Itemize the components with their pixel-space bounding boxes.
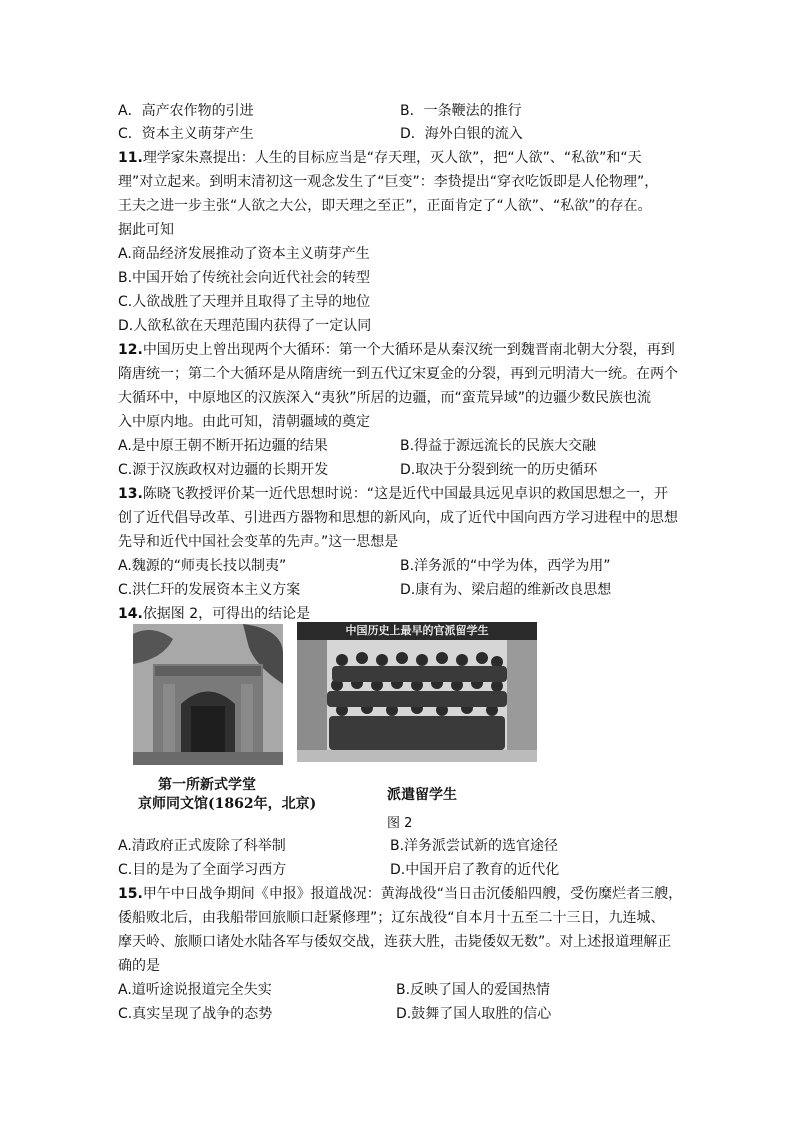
q11-option-b: B.中国开始了传统社会向近代社会的转型 (118, 270, 371, 286)
q15-option-a: A.道听途说报道完全失实 (118, 982, 272, 998)
tongwenguan-caption-line-1: 第一所新式学堂 (158, 777, 256, 793)
q10-option-a: A．高产农作物的引进 (118, 103, 254, 119)
q12-number: 12. (118, 342, 143, 358)
q13-stem-line-1 (118, 484, 668, 504)
q15-stem-line-3: 摩天岭、旅顺口诸处水陆各军与倭奴交战，连获大胜，击毙倭奴无数”。对上述报道理解正 (118, 934, 672, 950)
q13-stem-line-3: 先导和近代中国社会变革的先声。”这一思想是 (118, 534, 399, 550)
figure-label: 图 2 (387, 816, 413, 831)
q12-option-a: A.是中原王朝不断开拓边疆的结果 (118, 438, 328, 454)
q11-stem-line-2: 理”对立起来。到明末清初这一观念发生了“巨变”：李贽提出“穿衣吃饭即是人伦物理”， (118, 174, 659, 190)
q15-number: 15. (118, 886, 143, 902)
q11-option-d: D.人欲私欲在天理范围内获得了一定认同 (118, 318, 372, 334)
q15-stem-line-1 (118, 884, 682, 904)
q11-number: 11. (118, 150, 143, 166)
q15-stem-text: 甲午中日战争期间《申报》报道战况：黄海战役“当日击沉倭船四艘，受伤糜烂者三艘， (142, 886, 683, 902)
q12-stem-text: 中国历史上曾出现两个大循环：第一个大循环是从秦汉统一到魏晋南北朝大分裂，再到 (142, 342, 675, 358)
students-photo (297, 622, 537, 762)
q15-option-d: D.鼓舞了国人取胜的信心 (396, 1006, 552, 1022)
q11-option-c: C.人欲战胜了天理并且取得了主导的地位 (118, 294, 371, 310)
q13-stem-line-2: 创了近代倡导改革、引进西方器物和思想的新风向，成了近代中国向西方学习进程中的思想 (118, 510, 678, 526)
students-caption: 派遣留学生 (387, 787, 457, 803)
q15-option-c: C.真实呈现了战争的态势 (118, 1006, 273, 1022)
q10-option-c: C．资本主义萌芽产生 (118, 126, 254, 142)
q15-option-b: B.反映了国人的爱国热情 (396, 982, 551, 998)
q14-option-c: C.目的是为了全面学习西方 (118, 862, 287, 878)
tongwenguan-illustration (133, 624, 283, 765)
q12-stem-line-2: 隋唐统一；第二个大循环是从隋唐统一到五代辽宋夏金的分裂，再到元明清大一统。在两个 (118, 366, 678, 382)
q15-stem-line-2: 倭船败北后，由我船带回旅顺口赶紧修理”；辽东战役“自本月十五至二十三日，九连城、 (118, 910, 665, 926)
q13-option-c: C.洪仁玕的发展资本主义方案 (118, 582, 301, 598)
q11-stem-line-3: 王夫之进一步主张“人欲之大公，即天理之至正”，正面肯定了“人欲”、“私欲”的存在。 (118, 198, 652, 214)
q12-stem-line-3: 大循环中，中原地区的汉族深入“夷狄”所居的边疆，而“蛮荒异域”的边疆少数民族也流 (118, 390, 652, 406)
q14-option-a: A.清政府正式废除了科举制 (118, 838, 286, 854)
q11-stem-line-1 (118, 148, 642, 168)
tongwenguan-caption-line-2: 京师同文馆(1862年，北京) (138, 796, 317, 812)
q13-option-d: D.康有为、梁启超的维新改良思想 (400, 582, 612, 598)
tongwenguan-photo (133, 624, 283, 765)
q13-option-b: B.洋务派的“中学为体，西学为用” (400, 558, 611, 574)
q12-option-b: B.得益于源远流长的民族大交融 (400, 438, 597, 454)
q10-option-b: B．一条鞭法的推行 (400, 103, 522, 119)
q13-number: 13. (118, 486, 143, 502)
q12-option-c: C.源于汉族政权对边疆的长期开发 (118, 462, 329, 478)
q12-stem-line-4: 入中原内地。由此可知，清朝疆域的奠定 (118, 414, 370, 430)
q13-stem-text: 陈晓飞教授评价某一近代思想时说：“这是近代中国最具远见卓识的救国思想之一，开 (142, 486, 669, 502)
students-group-illustration (297, 640, 537, 762)
q14-option-d: D.中国开启了教育的近代化 (390, 862, 560, 878)
q14-stem (118, 604, 310, 624)
q15-stem-line-4: 确的是 (118, 958, 160, 974)
q11-option-a: A.商品经济发展推动了资本主义萌芽产生 (118, 246, 370, 262)
q11-stem-text: 理学家朱熹提出：人生的目标应当是“存天理，灭人欲”，把“人欲”、“私欲”和“天 (142, 150, 642, 166)
q12-option-d: D.取决于分裂到统一的历史循环 (400, 462, 598, 478)
q11-stem-line-4: 据此可知 (118, 222, 174, 238)
q14-number: 14. (118, 606, 143, 622)
q14-stem-text: 依据图 2，可得出的结论是 (142, 606, 311, 622)
q10-option-d: D．海外白银的流入 (400, 126, 523, 142)
q13-option-a: A.魏源的“师夷长技以制夷” (118, 558, 287, 574)
q12-stem-line-1 (118, 340, 675, 360)
students-photo-title: 中国历史上最早的官派留学生 (297, 622, 537, 640)
q14-option-b: B.洋务派尝试新的选官途径 (390, 838, 559, 854)
